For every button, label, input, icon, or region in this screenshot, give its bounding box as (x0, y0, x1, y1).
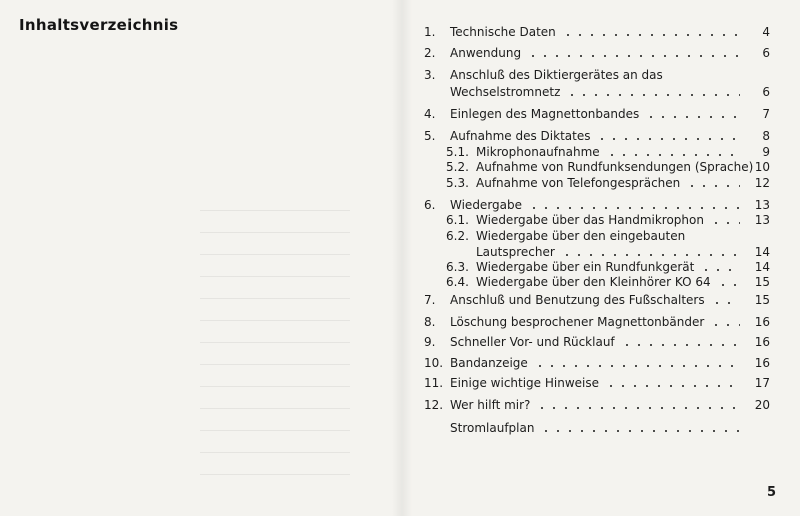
dot-leader (536, 407, 740, 409)
toc-entry-page: 14 (754, 260, 770, 274)
toc-entry-page: 15 (754, 275, 770, 289)
toc-entry-page: 9 (762, 145, 770, 159)
toc-entry (424, 212, 770, 228)
toc-entry-title: Stromlaufplan (450, 421, 535, 435)
toc-entry-number: 3. (424, 68, 436, 82)
toc-entry-title: Aufnahme des Diktates (450, 129, 591, 143)
toc-entry (424, 397, 770, 413)
toc-entry-page: 13 (754, 198, 770, 212)
toc-entry-number: 6. (424, 198, 436, 212)
dot-leader (540, 430, 740, 432)
dot-leader (710, 222, 740, 224)
toc-entry-title: Aufnahme von Telefongesprächen (476, 176, 681, 190)
dot-leader (686, 185, 740, 187)
dot-leader (717, 284, 740, 286)
toc-entry (424, 45, 770, 61)
dot-leader (596, 138, 740, 140)
toc-entry-page: 4 (762, 25, 770, 39)
toc-entry (424, 144, 770, 160)
toc-entry (424, 175, 770, 191)
toc-entry-title: Wiedergabe über den eingebauten (476, 229, 686, 243)
toc-heading: Inhaltsverzeichnis (19, 16, 179, 34)
toc-entry-number: 5.1. (446, 145, 469, 159)
toc-entry-title: Anschluß des Diktiergerätes an das (450, 68, 663, 82)
toc-entry-title: Wiedergabe über das Handmikrophon (476, 213, 704, 227)
dot-leader (561, 254, 740, 256)
toc-entry-number: 12. (424, 398, 444, 412)
toc-entry-page: 8 (762, 129, 770, 143)
toc-entry (424, 24, 770, 40)
dot-leader (605, 385, 740, 387)
dot-leader (562, 34, 740, 36)
toc-entry-page: 15 (754, 293, 770, 307)
toc-entry-page: 16 (754, 335, 770, 349)
toc-entry (424, 159, 770, 175)
toc-entry-title: Lautsprecher (476, 245, 555, 259)
toc-entry-title: Wechselstromnetz (450, 85, 561, 99)
toc-entry-title: Bandanzeige (450, 356, 528, 370)
toc-entry-title: Wiedergabe über ein Rundfunkgerät (476, 260, 695, 274)
toc-entry-page: 7 (762, 107, 770, 121)
toc-entry-number: 8. (424, 315, 436, 329)
toc-entry-page: 6 (762, 46, 770, 60)
dot-leader (621, 344, 740, 346)
toc-entry-number: 11. (424, 376, 444, 390)
toc-entry-page: 10 (754, 160, 770, 174)
dot-leader (700, 269, 740, 271)
toc-entry (424, 292, 770, 308)
toc-entry-title: Einlegen des Magnettonbandes (450, 107, 640, 121)
toc-entry-page: 20 (754, 398, 770, 412)
toc-entry (424, 197, 770, 213)
toc-entry-page: 17 (754, 376, 770, 390)
toc-entry-number: 6.4. (446, 275, 469, 289)
toc-entry (424, 274, 770, 290)
toc-entry-title: Wer hilft mir? (450, 398, 531, 412)
dot-leader (528, 207, 740, 209)
toc-entry-title: Anschluß und Benutzung des Fußschalters (450, 293, 705, 307)
toc-entry-number: 9. (424, 335, 436, 349)
dot-leader (527, 55, 740, 57)
dot-leader (645, 116, 740, 118)
toc-entry-title: Wiedergabe über den Kleinhörer KO 64 (476, 275, 711, 289)
toc-entry-number: 6.1. (446, 213, 469, 227)
toc-entry-title: Einige wichtige Hinweise (450, 376, 600, 390)
toc-entry (424, 228, 770, 244)
toc-entry-page: 14 (754, 245, 770, 259)
toc-entry (424, 355, 770, 371)
toc-entry-page: 6 (762, 85, 770, 99)
dot-leader (711, 302, 740, 304)
toc-entry-page: 13 (754, 213, 770, 227)
toc-entry (424, 106, 770, 122)
toc-entry (424, 84, 770, 100)
toc-entry-number: 5. (424, 129, 436, 143)
toc-entry (424, 244, 770, 260)
toc-entry-number: 4. (424, 107, 436, 121)
toc-entry-number: 5.2. (446, 160, 469, 174)
toc-entry (424, 420, 770, 436)
toc-entry-number: 6.2. (446, 229, 469, 243)
page-number: 5 (767, 485, 777, 500)
toc-entry-number: 6.3. (446, 260, 469, 274)
toc-entry (424, 314, 770, 330)
dot-leader (534, 365, 740, 367)
toc-entry (424, 259, 770, 275)
toc-entry-title: Löschung besprochener Magnettonbänder (450, 315, 705, 329)
toc-entry (424, 67, 770, 83)
toc-entry-number: 2. (424, 46, 436, 60)
toc-entry-number: 7. (424, 293, 436, 307)
toc-entry-title: Technische Daten (450, 25, 556, 39)
toc-entry-page: 16 (754, 356, 770, 370)
dot-leader (710, 324, 740, 326)
toc-entry-title: Anwendung (450, 46, 522, 60)
toc-entry-number: 10. (424, 356, 444, 370)
toc-entry-page: 16 (754, 315, 770, 329)
toc-entry-title: Mikrophonaufnahme (476, 145, 600, 159)
toc-entry-page: 12 (754, 176, 770, 190)
toc-entry (424, 375, 770, 391)
toc-entry-title: Aufnahme von Rundfunksendungen (Sprache) (476, 160, 754, 174)
dot-leader (606, 154, 740, 156)
toc-entry-number: 1. (424, 25, 436, 39)
toc-entry (424, 128, 770, 144)
toc-entry-number: 5.3. (446, 176, 469, 190)
toc-entry-title: Wiedergabe (450, 198, 523, 212)
toc-entry (424, 334, 770, 350)
dot-leader (566, 94, 740, 96)
toc-entry-title: Schneller Vor- und Rücklauf (450, 335, 615, 349)
